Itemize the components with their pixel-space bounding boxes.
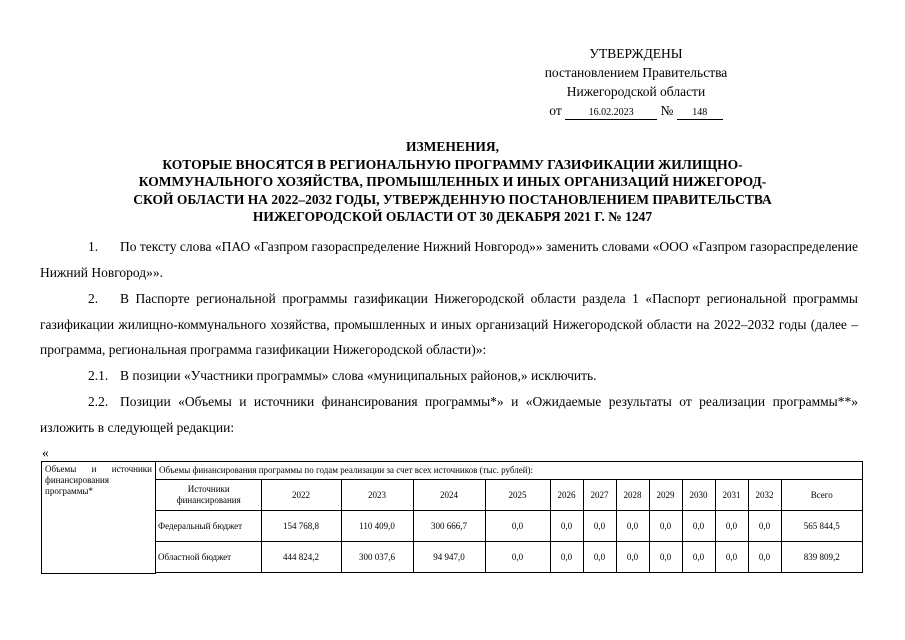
year-header: 2030 bbox=[682, 480, 715, 511]
year-header-row bbox=[156, 480, 862, 511]
table-cell: 0,0 bbox=[682, 511, 715, 542]
paragraph-text: Позиции «Объемы и источники финансирования программы*» и «Ожидаемые результаты от реализации программы**» изложить в следующей редакции: bbox=[40, 394, 858, 435]
year-header: 2029 bbox=[649, 480, 682, 511]
table-cell: 0,0 bbox=[649, 542, 682, 573]
table-cell: 0,0 bbox=[715, 511, 748, 542]
total-header: Всего bbox=[781, 480, 862, 511]
number-prefix: № bbox=[660, 103, 674, 118]
year-header: 2023 bbox=[341, 480, 413, 511]
paragraph-number: 2.1. bbox=[88, 368, 109, 383]
table-cell: 94 947,0 bbox=[413, 542, 485, 573]
table-cell: 0,0 bbox=[649, 511, 682, 542]
paragraph-2 bbox=[40, 286, 858, 363]
paragraph-number: 2. bbox=[88, 291, 99, 306]
source-header: Источники финансирования bbox=[156, 480, 261, 511]
table-row bbox=[156, 542, 862, 573]
table-cell: 0,0 bbox=[715, 542, 748, 573]
paragraph-2-2 bbox=[40, 389, 858, 440]
source-label: Областной бюджет bbox=[156, 542, 261, 573]
table-cell: 0,0 bbox=[550, 542, 583, 573]
table-cell: 300 037,6 bbox=[341, 542, 413, 573]
approval-date-line bbox=[520, 101, 752, 120]
heading-line-1: ИЗМЕНЕНИЯ, bbox=[405, 139, 499, 154]
date-prefix: от bbox=[549, 103, 562, 118]
table-cell: 0,0 bbox=[485, 511, 550, 542]
table-cell: 0,0 bbox=[583, 511, 616, 542]
table-cell: 300 666,7 bbox=[413, 511, 485, 542]
year-header: 2024 bbox=[413, 480, 485, 511]
heading-line-4: СКОЙ ОБЛАСТИ НА 2022–2032 ГОДЫ, УТВЕРЖДЕННУЮ ПОСТАНОВЛЕНИЕМ ПРАВИТЕЛЬСТВА bbox=[133, 191, 772, 207]
approval-date: 16.02.2023 bbox=[565, 107, 657, 120]
year-header: 2032 bbox=[748, 480, 781, 511]
approval-title: УТВЕРЖДЕНЫ bbox=[589, 46, 683, 61]
paragraph-number: 2.2. bbox=[88, 394, 109, 409]
source-label: Федеральный бюджет bbox=[156, 511, 261, 542]
approval-line-1: постановлением Правительства bbox=[544, 65, 728, 80]
financing-subtable bbox=[156, 480, 862, 573]
heading-line-3: КОММУНАЛЬНОГО ХОЗЯЙСТВА, ПРОМЫШЛЕННЫХ И ИНЫХ ОРГАНИЗАЦИЙ НИЖЕГОРОД- bbox=[138, 174, 767, 190]
table-cell: 0,0 bbox=[682, 542, 715, 573]
total-cell: 565 844,5 bbox=[781, 511, 862, 542]
table-cell: 0,0 bbox=[550, 511, 583, 542]
financing-table bbox=[41, 461, 863, 574]
table-cell: 0,0 bbox=[616, 511, 649, 542]
year-header: 2028 bbox=[616, 480, 649, 511]
opening-quote: « bbox=[42, 445, 49, 460]
table-cell: 110 409,0 bbox=[341, 511, 413, 542]
table-cell: 444 824,2 bbox=[261, 542, 341, 573]
table-cell: 0,0 bbox=[485, 542, 550, 573]
document-heading bbox=[90, 138, 815, 226]
year-header: 2027 bbox=[583, 480, 616, 511]
total-cell: 839 809,2 bbox=[781, 542, 862, 573]
heading-line-5: НИЖЕГОРОДСКОЙ ОБЛАСТИ ОТ 30 ДЕКАБРЯ 2021 Г. № 1247 bbox=[252, 209, 653, 225]
table-cell: 0,0 bbox=[616, 542, 649, 573]
paragraph-2-1 bbox=[40, 363, 858, 389]
paragraph-text: В позиции «Участники программы» слова «муниципальных районов,» исключить. bbox=[120, 368, 597, 383]
approval-block bbox=[520, 44, 752, 120]
financing-header: Объемы финансирования программы по годам реализации за счет всех источников (тыс. рублей): bbox=[156, 462, 863, 480]
paragraph-1 bbox=[40, 234, 858, 285]
year-header: 2026 bbox=[550, 480, 583, 511]
financing-row-label: Объемы и источники финансирования программы* bbox=[42, 462, 156, 574]
paragraph-text: По тексту слова «ПАО «Газпром газораспределение Нижний Новгород»» заменить словами «ООО «Газпром газораспределение Нижний Новгород»». bbox=[40, 239, 858, 280]
table-cell: 0,0 bbox=[748, 542, 781, 573]
paragraph-number: 1. bbox=[88, 239, 99, 254]
approval-number: 148 bbox=[677, 107, 723, 120]
approval-line-2: Нижегородской области bbox=[566, 84, 706, 99]
heading-line-2: КОТОРЫЕ ВНОСЯТСЯ В РЕГИОНАЛЬНУЮ ПРОГРАММУ ГАЗИФИКАЦИИ ЖИЛИЩНО- bbox=[162, 156, 743, 172]
table-cell: 0,0 bbox=[748, 511, 781, 542]
table-cell: 154 768,8 bbox=[261, 511, 341, 542]
table-cell: 0,0 bbox=[583, 542, 616, 573]
year-header: 2025 bbox=[485, 480, 550, 511]
table-row bbox=[156, 511, 862, 542]
year-header: 2031 bbox=[715, 480, 748, 511]
year-header: 2022 bbox=[261, 480, 341, 511]
paragraph-text: В Паспорте региональной программы газификации Нижегородской области раздела 1 «Паспорт региональной программы газификации жилищно-коммунального хозяйства, промышленных и иных организаций Нижегородской области на 2022–2032 годы (далее – программа, региональная программа газификации Нижегородской области)»: bbox=[40, 291, 858, 358]
